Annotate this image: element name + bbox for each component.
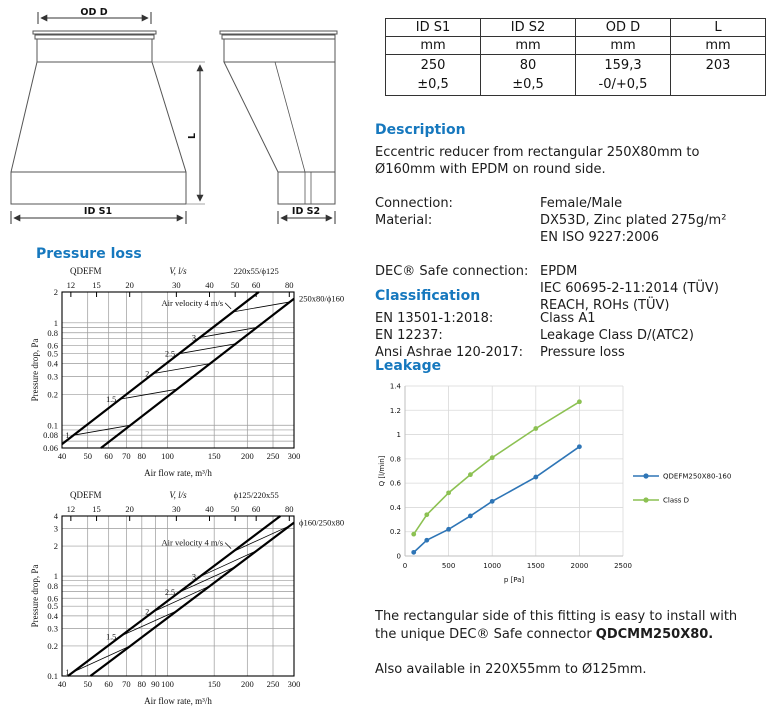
col-header-ids2: ID S2 [481,19,576,37]
dim-label-odd: OD D [80,7,108,18]
svg-text:2.5: 2.5 [164,588,175,598]
leakage-chart [375,376,770,594]
series-Class D [414,402,580,534]
classification-row [375,327,770,344]
dimensions-table [385,18,766,96]
svg-text:QDEFM: QDEFM [70,266,102,276]
classification-value: Pressure loss [540,345,625,360]
spec-value: Female/Male [540,196,623,211]
svg-text:2.5: 2.5 [164,349,175,359]
svg-text:250x80/ϕ160: 250x80/ϕ160 [299,293,345,304]
svg-text:1: 1 [53,571,58,582]
dim-value: 159,3 [604,58,642,73]
svg-text:150: 150 [207,679,221,689]
svg-text:0: 0 [396,552,401,561]
svg-text:50: 50 [230,504,240,514]
spec-row-material [375,212,770,246]
svg-text:Air flow rate, m³/h: Air flow rate, m³/h [144,696,212,706]
svg-text:90: 90 [151,679,160,689]
svg-text:1.2: 1.2 [389,406,401,415]
dim-value: 80 [519,58,537,73]
svg-text:30: 30 [172,280,181,290]
pressure-loss-heading: Pressure loss [36,246,142,262]
dim-value: 250 [420,58,446,73]
svg-text:300: 300 [287,679,301,689]
svg-text:1: 1 [53,317,58,328]
svg-text:20: 20 [125,280,134,290]
svg-text:500: 500 [441,562,456,570]
svg-text:1500: 1500 [526,562,545,570]
footer-line-1: The rectangular side of this fitting is easy to install with [375,609,738,624]
svg-text:0.2: 0.2 [47,640,58,651]
classification-value: Class A1 [540,311,596,326]
svg-text:0.4: 0.4 [47,610,58,621]
svg-text:300: 300 [287,451,301,461]
svg-text:50: 50 [83,679,92,689]
svg-text:Air velocity 4 m/s: Air velocity 4 m/s [161,297,224,308]
footer-paragraph-1 [375,608,770,644]
svg-text:0.2: 0.2 [47,389,58,400]
dim-tolerance: ±0,5 [417,77,449,92]
svg-text:60: 60 [104,451,113,461]
value-cell [671,55,766,96]
series-QDEFM250X80-160 [414,447,580,553]
spec-values [540,212,726,246]
svg-text:60: 60 [251,504,261,514]
spec-label: DEC® Safe connection: [375,264,529,279]
description-heading: Description [375,122,466,138]
svg-text:3: 3 [191,572,196,582]
svg-text:200: 200 [240,679,254,689]
svg-text:100: 100 [161,451,174,461]
classification-value: Leakage Class D/(ATC2) [540,328,694,343]
description-section [375,122,770,314]
spec-value: EN ISO 9227:2006 [540,230,660,245]
dimension-lines [11,12,335,224]
svg-text:3: 3 [53,523,58,534]
description-text [375,144,770,178]
spec-value: EPDM [540,264,578,279]
svg-text:2: 2 [53,541,58,552]
side-view [220,31,337,204]
value-cell [481,55,576,96]
dim-label-ids1: ID S1 [83,206,113,217]
svg-text:1.5: 1.5 [106,395,117,405]
svg-text:0.8: 0.8 [389,455,401,464]
svg-text:20: 20 [125,504,134,514]
svg-text:1: 1 [65,431,70,441]
dim-value: 203 [705,58,731,73]
pressure-loss-chart-1 [28,262,370,484]
table-values-row [386,55,766,96]
legend-label: Class D [663,496,690,505]
svg-text:Q [l/min]: Q [l/min] [378,455,386,487]
svg-text:2: 2 [145,369,150,379]
svg-text:200: 200 [240,451,254,461]
svg-text:0.4: 0.4 [47,358,58,369]
svg-text:0.6: 0.6 [47,340,58,351]
svg-text:2: 2 [53,287,58,297]
spec-row-connection [375,195,770,212]
svg-text:1.4: 1.4 [389,382,401,391]
svg-text:4: 4 [53,511,58,521]
svg-text:0.6: 0.6 [389,479,401,488]
svg-text:2500: 2500 [614,562,632,570]
col-header-odd: OD D [576,19,671,37]
svg-text:40: 40 [205,280,214,290]
leakage-heading: Leakage [375,358,442,374]
svg-text:250: 250 [266,679,280,689]
dim-tolerance [675,75,761,94]
classification-heading: Classification [375,288,481,304]
svg-text:80: 80 [137,679,147,689]
svg-text:Pressure drop, Pa: Pressure drop, Pa [30,338,40,402]
footer-product-code: QDCMM250X80. [595,627,714,642]
svg-text:0.4: 0.4 [389,503,401,512]
legend-label: QDEFM250X80-160 [663,472,732,481]
svg-text:p [Pa]: p [Pa] [503,576,525,584]
svg-text:1000: 1000 [483,562,502,570]
svg-text:Air flow rate, m³/h: Air flow rate, m³/h [144,468,212,478]
svg-text:100: 100 [161,679,174,689]
footer-paragraph-2: Also available in 220X55mm to Ø125mm. [375,662,647,677]
svg-text:70: 70 [122,451,131,461]
nomogram-line [62,292,259,444]
classification-label: EN 12237: [375,328,443,343]
spec-values [540,195,622,212]
svg-text:0.6: 0.6 [47,593,58,604]
spec-label: Connection: [375,196,453,211]
classification-row [375,310,770,327]
spec-value: DX53D, Zinc plated 275g/m² [540,213,727,228]
dim-label-l: L [187,132,198,140]
svg-text:1: 1 [65,667,70,677]
svg-text:0.1: 0.1 [47,420,58,431]
svg-text:70: 70 [122,679,131,689]
svg-text:0.8: 0.8 [47,327,58,338]
svg-text:15: 15 [92,504,101,514]
unit-cell: mm [481,37,576,55]
svg-text:0.5: 0.5 [47,348,58,359]
svg-text:250: 250 [266,451,280,461]
svg-text:QDEFM: QDEFM [70,490,102,500]
description-line-1: Eccentric reducer from rectangular 250X80mm to [375,145,700,160]
col-header-l: L [671,19,766,37]
value-cell [576,55,671,96]
dim-tolerance: ±0,5 [512,77,544,92]
dim-tolerance: -0/+0,5 [598,77,648,92]
unit-cell: mm [671,37,766,55]
value-cell [386,55,481,96]
svg-text:Air velocity 4 m/s: Air velocity 4 m/s [161,537,224,548]
svg-text:15: 15 [92,280,101,290]
svg-text:1: 1 [396,431,401,440]
svg-text:0.1: 0.1 [47,671,58,681]
spec-label: Material: [375,213,433,228]
spec-value: REACH, ROHs (TÜV) [540,298,670,313]
classification-section [375,288,770,361]
svg-text:2000: 2000 [570,562,589,570]
unit-cell: mm [386,37,481,55]
classification-label: EN 13501-1:2018: [375,311,494,326]
svg-text:Pressure drop, Pa: Pressure drop, Pa [30,564,40,628]
svg-text:40: 40 [57,679,67,689]
svg-text:0.5: 0.5 [47,601,58,612]
svg-text:80: 80 [285,280,294,290]
svg-text:220x55/ϕ125: 220x55/ϕ125 [233,266,279,276]
table-header-row [386,19,766,37]
spec-value: IEC 60695-2-11:2014 (TÜV) [540,281,719,296]
svg-text:60: 60 [251,280,261,290]
svg-text:50: 50 [83,451,92,461]
svg-text:1.5: 1.5 [106,632,117,642]
dim-label-ids2: ID S2 [291,206,321,217]
pressure-loss-chart-2 [28,486,370,712]
svg-text:60: 60 [104,679,113,689]
footer-line-2: the unique DEC® Safe connector [375,627,596,642]
svg-text:2: 2 [145,607,150,617]
svg-text:V, l/s: V, l/s [169,490,187,500]
svg-text:ϕ160/250x80: ϕ160/250x80 [299,517,345,528]
svg-text:0.06: 0.06 [43,443,58,453]
footer-text [375,608,770,679]
description-line-2: Ø160mm with EPDM on round side. [375,162,606,177]
svg-text:0.3: 0.3 [47,623,58,634]
svg-text:0.3: 0.3 [47,371,58,382]
svg-text:0: 0 [402,562,408,570]
col-header-ids1: ID S1 [386,19,481,37]
svg-text:40: 40 [205,504,214,514]
technical-drawing [8,4,368,236]
classification-label: Ansi Ashrae 120-2017: [375,345,523,360]
svg-text:50: 50 [230,280,240,290]
svg-text:40: 40 [57,451,67,461]
svg-text:V, l/s: V, l/s [169,266,187,276]
svg-text:0.8: 0.8 [47,580,58,591]
svg-text:12: 12 [66,280,76,290]
svg-text:3: 3 [191,333,196,343]
front-view [11,31,205,204]
svg-text:ϕ125/220x55: ϕ125/220x55 [233,490,279,500]
svg-text:0.08: 0.08 [43,430,58,441]
svg-text:12: 12 [66,504,76,514]
svg-text:30: 30 [172,504,181,514]
svg-text:0.2: 0.2 [389,528,401,537]
svg-text:80: 80 [285,504,294,514]
svg-text:80: 80 [137,451,147,461]
svg-text:150: 150 [207,451,221,461]
unit-cell: mm [576,37,671,55]
table-units-row [386,37,766,55]
